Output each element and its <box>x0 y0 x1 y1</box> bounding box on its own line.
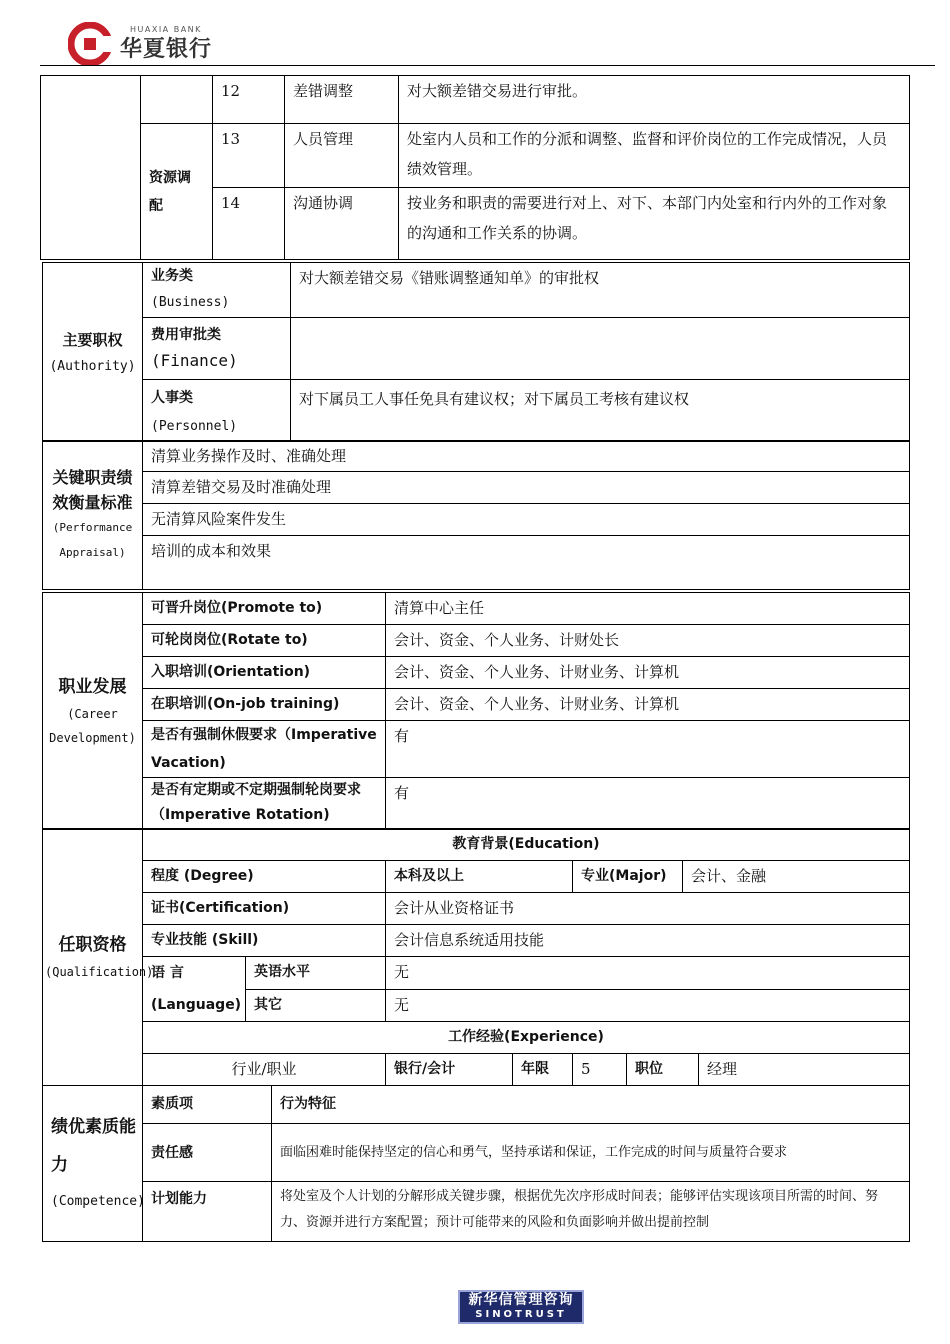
resources-group-label: 资源调配 <box>141 124 213 260</box>
kpi-section <box>42 440 910 590</box>
education-title: 教育背景(Education) <box>143 829 910 861</box>
major-label: 专业(Major) <box>573 861 683 893</box>
competence-item-desc: 将处室及个人计划的分解形成关键步骤，根据优先次序形成时间表；能够评估实现该项目所需的时间、努力、资源并进行方案配置；预计可能带来的风险和负面影响并做出提前控制 <box>272 1182 910 1242</box>
position-value: 经理 <box>699 1054 910 1086</box>
resource-item: 差错调整 <box>285 76 399 124</box>
cert-label: 证书(Certification) <box>143 893 386 925</box>
cert-value: 会计从业资格证书 <box>386 893 910 925</box>
competence-label: 绩优素质能力 <box>51 1116 136 1175</box>
language-label: 语 言 (Language) <box>143 957 246 1022</box>
header-divider <box>40 65 935 66</box>
industry-value: 银行/会计 <box>386 1054 513 1086</box>
career-label-cell <box>43 593 143 830</box>
qualification-label-en: (Qualification) <box>45 965 154 979</box>
brand-english: HUAXIA BANK <box>130 25 202 34</box>
kpi-label-en: (Performance Appraisal) <box>52 521 133 559</box>
career-item-name: 是否有强制休假要求（Imperative Vacation) <box>143 721 386 778</box>
resources-subgroup-blank <box>141 76 213 124</box>
qualification-label: 任职资格 <box>58 935 127 955</box>
huaxia-logo-icon <box>68 22 112 66</box>
career-label-en: (Career Development) <box>49 707 136 745</box>
authority-value: 对大额差错交易《错账调整通知单》的审批权 <box>291 263 910 318</box>
career-item-value: 会计、资金、个人业务、计财处长 <box>386 625 910 657</box>
resource-no: 12 <box>213 76 285 124</box>
career-section <box>42 592 910 830</box>
career-item-value: 清算中心主任 <box>386 593 910 625</box>
authority-value: 对下属员工人事任免具有建议权；对下属员工考核有建议权 <box>291 380 910 442</box>
major-value: 会计、金融 <box>683 861 910 893</box>
kpi-label: 关键职责绩效衡量标准 <box>52 468 133 512</box>
career-item-name: 入职培训(Orientation) <box>143 657 386 689</box>
other-value: 无 <box>386 989 910 1022</box>
resource-desc: 对大额差错交易进行审批。 <box>399 76 910 124</box>
competence-col1: 素质项 <box>143 1086 272 1124</box>
career-item-name: 可轮岗岗位(Rotate to) <box>143 625 386 657</box>
career-item-name: 是否有定期或不定期强制轮岗要求（Imperative Rotation) <box>143 778 386 830</box>
resource-no: 14 <box>213 188 285 260</box>
resource-item: 人员管理 <box>285 124 399 188</box>
competence-label-cell <box>43 1086 143 1242</box>
page-header <box>0 0 950 78</box>
resources-section <box>40 75 910 260</box>
authority-label: 主要职权 <box>62 331 123 349</box>
kpi-item: 清算业务操作及时、准确处理 <box>143 441 910 472</box>
authority-value <box>291 318 910 380</box>
authority-type-en: (Personnel) <box>151 419 238 434</box>
experience-title: 工作经验(Experience) <box>143 1022 910 1054</box>
authority-type-name: 业务类 <box>151 268 193 284</box>
authority-type <box>143 263 291 318</box>
resource-no: 13 <box>213 124 285 188</box>
brand-chinese: 华夏银行 <box>120 37 213 62</box>
authority-type-name: 人事类 <box>151 390 193 406</box>
competence-item-name: 责任感 <box>143 1124 272 1182</box>
sinotrust-cn: 新华信管理咨询 <box>468 1292 574 1308</box>
sinotrust-en: SINOTRUST <box>475 1309 567 1320</box>
authority-type-en: (Business) <box>151 295 230 310</box>
authority-label-en: (Authority) <box>49 359 136 374</box>
resource-item: 沟通协调 <box>285 188 399 260</box>
career-item-value: 有 <box>386 721 910 778</box>
career-item-value: 会计、资金、个人业务、计财业务、计算机 <box>386 689 910 721</box>
resources-left-blank <box>41 76 141 260</box>
career-label: 职业发展 <box>58 677 127 697</box>
kpi-label-cell <box>43 441 143 590</box>
career-item-value: 会计、资金、个人业务、计财业务、计算机 <box>386 657 910 689</box>
competence-label-en: (Competence) <box>51 1193 145 1209</box>
authority-type <box>143 380 291 442</box>
authority-type-name: 费用审批类 <box>151 327 221 343</box>
competence-item-name: 计划能力 <box>143 1182 272 1242</box>
skill-label: 专业技能 (Skill) <box>143 925 386 957</box>
resource-desc: 处室内人员和工作的分派和调整、监督和评价岗位的工作完成情况，人员绩效管理。 <box>399 124 910 188</box>
years-value: 5 <box>573 1054 627 1086</box>
english-value: 无 <box>386 957 910 990</box>
industry-label: 行业/职业 <box>143 1054 386 1086</box>
kpi-item: 无清算风险案件发生 <box>143 504 910 536</box>
years-label: 年限 <box>513 1054 573 1086</box>
resource-desc: 按业务和职责的需要进行对上、对下、本部门内处室和行内外的工作对象的沟通和工作关系的协调。 <box>399 188 910 260</box>
position-label: 职位 <box>627 1054 699 1086</box>
authority-type <box>143 318 291 380</box>
qualification-label-cell <box>43 829 154 1086</box>
competence-section <box>42 1085 910 1242</box>
degree-value: 本科及以上 <box>386 861 573 893</box>
skill-value: 会计信息系统适用技能 <box>386 925 910 957</box>
authority-label-cell <box>43 263 143 442</box>
competence-item-desc: 面临困难时能保持坚定的信心和勇气，坚持承诺和保证，工作完成的时间与质量符合要求 <box>272 1124 910 1182</box>
degree-label: 程度 (Degree) <box>143 861 386 893</box>
other-label: 其它 <box>246 989 386 1022</box>
competence-col2: 行为特征 <box>272 1086 910 1124</box>
career-item-value: 有 <box>386 778 910 830</box>
kpi-item: 培训的成本和效果 <box>143 536 910 590</box>
english-label: 英语水平 <box>246 957 386 990</box>
qualification-section <box>42 828 910 1086</box>
kpi-item: 清算差错交易及时准确处理 <box>143 472 910 504</box>
career-item-name: 可晋升岗位(Promote to) <box>143 593 386 625</box>
sinotrust-badge <box>458 1290 584 1324</box>
authority-section <box>42 262 910 442</box>
authority-type-en: (Finance) <box>151 351 238 370</box>
career-item-name: 在职培训(On-job training) <box>143 689 386 721</box>
